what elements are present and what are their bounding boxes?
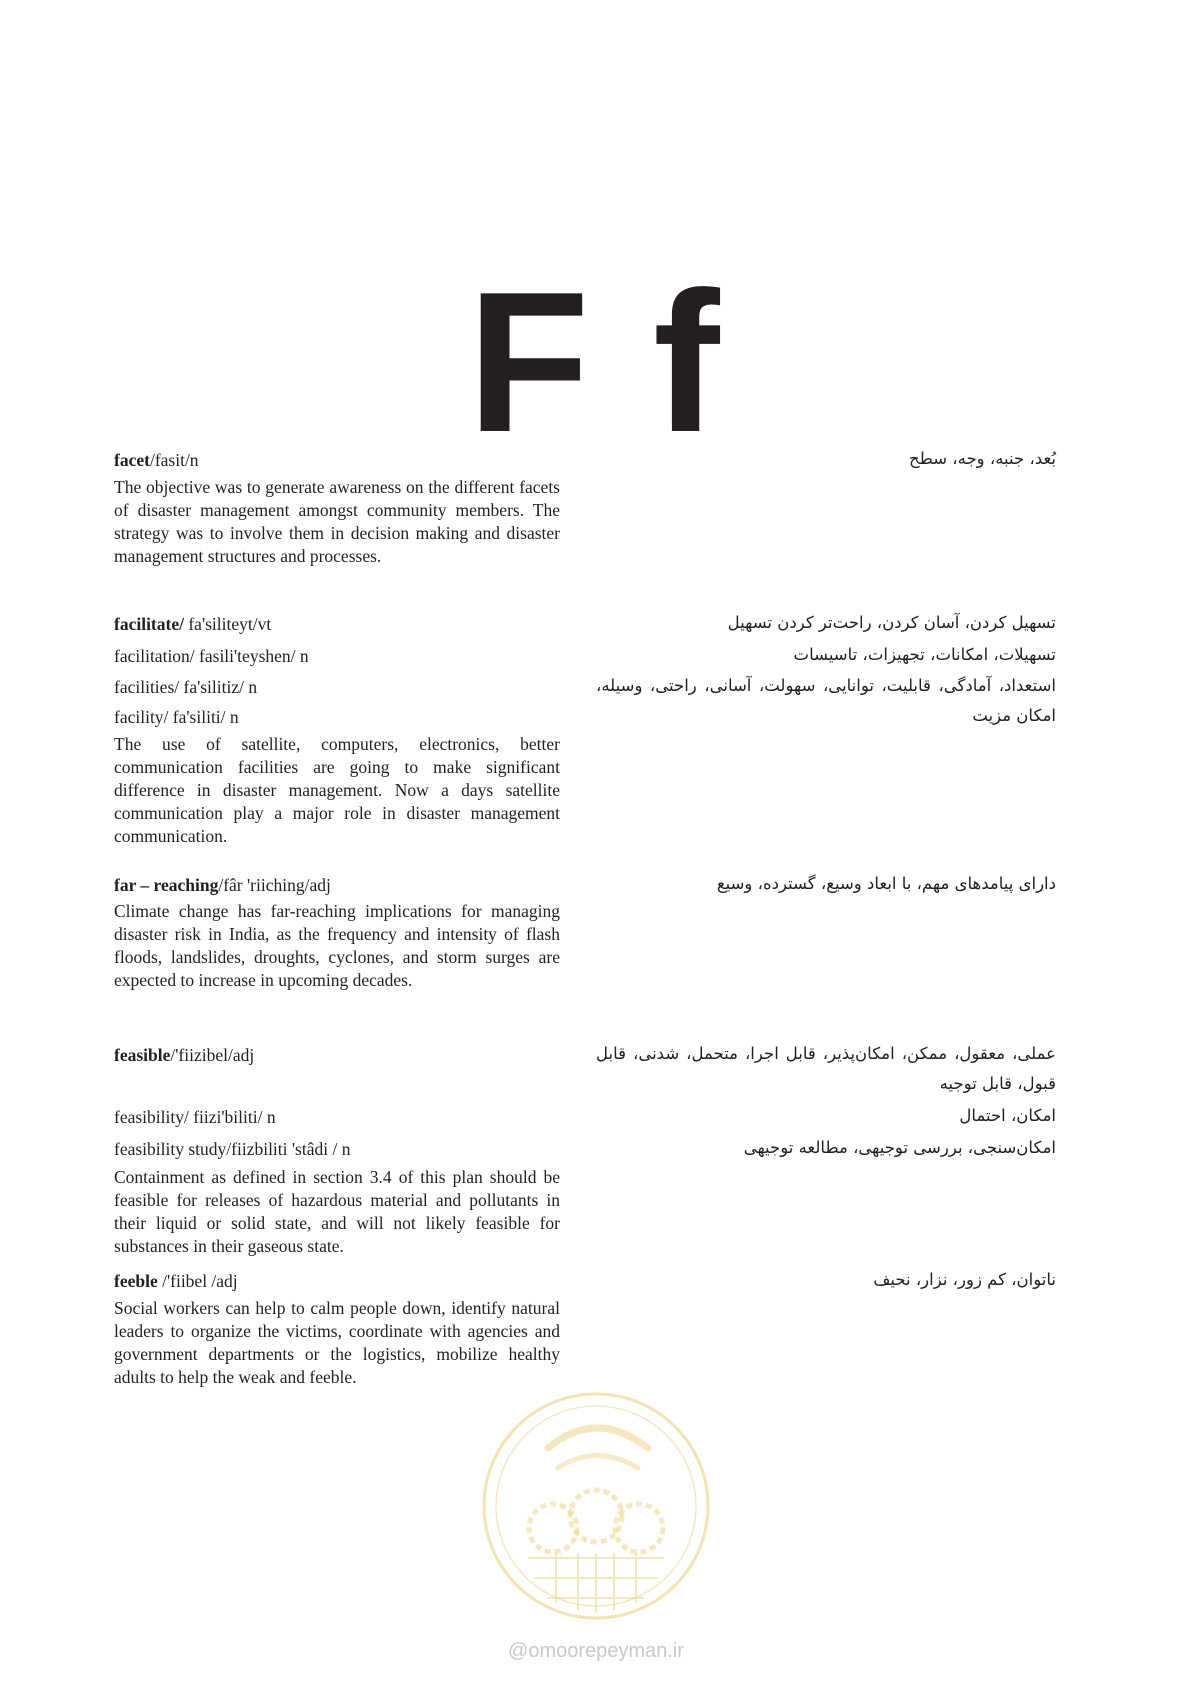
entry-feasibility-study-headword: feasibility study/fiizbiliti 'stâdi / n <box>114 1139 351 1159</box>
entry-facet-example: The objective was to generate awareness on the different facets of disaster management amongst community members. The strategy was to involve them in decision making and disaster management structures and processes. <box>114 477 560 566</box>
headword: facilitate/ <box>114 614 184 634</box>
entry-facility-headword: facility/ fa'siliti/ n <box>114 707 239 727</box>
pronunciation: fa'siliteyt/vt <box>183 614 272 634</box>
entry-far-reaching-example: Climate change has far-reaching implications for managing disaster risk in India, as the frequency and intensity of flash floods, landslides, droughts, cyclones, and storm surges are expected to increase in upcoming decades. <box>114 901 560 990</box>
entry-facilitation-headword: facilitation/ fasili'teyshen/ n <box>114 646 309 666</box>
section-letter-heading: F f <box>467 251 724 474</box>
entry-feeble-persian: ناتوان، کم زور، نزار، نحیف <box>873 1270 1056 1289</box>
pronunciation: /fasit/n <box>149 450 199 470</box>
entry-feasible-headword <box>114 1044 254 1066</box>
entry-far-reaching-persian: دارای پیامدهای مهم، با ابعاد وسیع، گسترده، وسیع <box>716 874 1056 893</box>
headword: feeble <box>114 1271 158 1291</box>
entry-far-reaching-headword <box>114 874 331 896</box>
pronunciation: /'fiizibel/adj <box>170 1045 255 1065</box>
watermark-url: @omoorepeyman.ir <box>508 1640 684 1662</box>
entry-facilitation-persian: تسهیلات، امکانات، تجهیزات، تاسیسات <box>793 645 1056 664</box>
entry-facilities-persian: استعداد، آمادگی، قابلیت، توانایی، سهولت، آسانی، راحتی، وسیله، امکان مزیت <box>596 676 1056 725</box>
entry-facilitate-persian: تسهیل کردن، آسان کردن، راحت‌تر کردن تسهیل <box>727 613 1056 632</box>
entry-feasibility-headword: feasibility/ fiizi'biliti/ n <box>114 1107 276 1127</box>
entry-feasibility-persian: امکان، احتمال <box>959 1106 1056 1125</box>
pronunciation: /'fiibel /adj <box>157 1271 238 1291</box>
entry-facilitate-headword <box>114 613 271 635</box>
entry-facilities-headword: facilities/ fa'silitiz/ n <box>114 677 258 697</box>
entry-feeble-headword <box>114 1270 238 1292</box>
entry-facet-persian: بُعد، جنبه، وجه، سطح <box>909 449 1056 468</box>
pronunciation: /fâr 'riiching/adj <box>218 875 331 895</box>
entry-feasibility-study-persian: امکان‌سنجی، بررسی توجیهی، مطالعه توجیهی <box>743 1138 1056 1157</box>
headword: feasible <box>114 1045 171 1065</box>
watermark-seal <box>478 1388 714 1624</box>
entry-feasible-persian: عملی، معقول، ممکن، امکان‌پذیر، قابل اجرا، متحمل، شدنی، قابل قبول، قابل توجیه <box>596 1044 1056 1093</box>
entry-facility-example: The use of satellite, computers, electronics, better communication facilities are going to make significant difference in disaster management. Now a days satellite communication play a major role in disaster management communication. <box>114 734 560 846</box>
entry-feasibility-study-example: Containment as defined in section 3.4 of this plan should be feasible for releases of hazardous material and pollutants in their liquid or solid state, and will not likely feasible for substances in their gaseous state. <box>114 1167 560 1256</box>
entry-facet-headword <box>114 449 199 471</box>
entry-feeble-example: Social workers can help to calm people down, identify natural leaders to organize the victims, coordinate with agencies and government departments or the logistics, mobilize healthy adults to help the weak and feeble. <box>114 1298 560 1387</box>
headword: far – reaching <box>114 875 219 895</box>
headword: facet <box>114 450 150 470</box>
